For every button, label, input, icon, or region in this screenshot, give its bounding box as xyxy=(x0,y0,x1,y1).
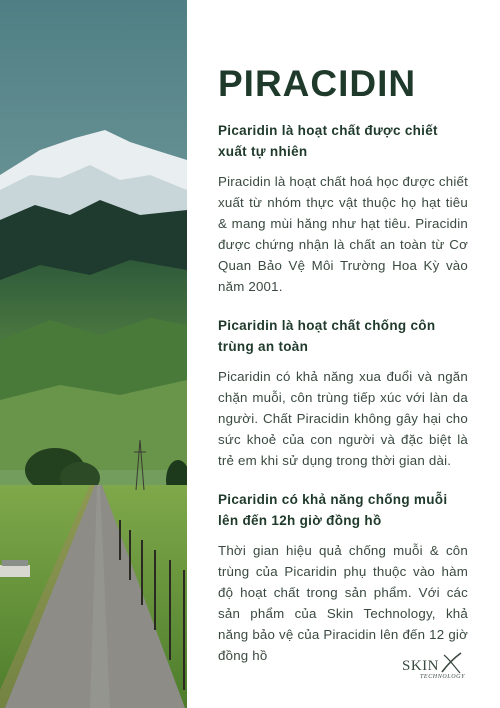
article xyxy=(218,62,468,684)
page-title: PIRACIDIN xyxy=(218,63,417,104)
logo-wordmark: SKIN xyxy=(402,658,440,674)
section-heading: Picaridin có khả năng chống muỗi lên đến 12h giờ đồng hồ xyxy=(218,492,448,528)
x-swoosh-icon xyxy=(438,650,464,676)
brand-logo xyxy=(398,650,470,684)
section-body: Picaridin có khả năng xua đuổi và ngăn chặn muỗi, côn trùng tiếp xúc với làn da người. Chất Piracidin không gây hại cho sức khoẻ của con người và đặc biệt là trẻ em khi sử dụng trong thời gian dài. xyxy=(218,369,468,468)
section-duration xyxy=(218,489,468,666)
section-body: Thời gian hiệu quả chống muỗi & côn trùng của Picaridin phụ thuộc vào hàm độ hoạt chất trong sản phẩm. Với các sản phẩm của Skin Technology, khả năng bảo vệ của Piracidin lên đến 12 giờ đồng hồ xyxy=(218,543,468,663)
section-heading: Picaridin là hoạt chất được chiết xuất tự nhiên xyxy=(218,123,438,159)
logo-subtext: TECHNOLOGY xyxy=(420,674,466,680)
section-safety xyxy=(218,315,468,471)
section-body: Piracidin là hoạt chất hoá học được chiết xuất từ nhóm thực vật thuộc họ hạt tiêu & mang mùi hăng như hạt tiêu. Piracidin được chứng nhận là chất an toàn từ Cơ Quan Bảo Vệ Môi Trường Hoa Kỳ vào năm 2001. xyxy=(218,174,468,294)
section-natural-origin xyxy=(218,120,468,297)
mountain-road-illustration xyxy=(0,0,187,708)
landscape-photo xyxy=(0,0,187,708)
section-heading: Picaridin là hoạt chất chống côn trùng an toàn xyxy=(218,318,436,354)
